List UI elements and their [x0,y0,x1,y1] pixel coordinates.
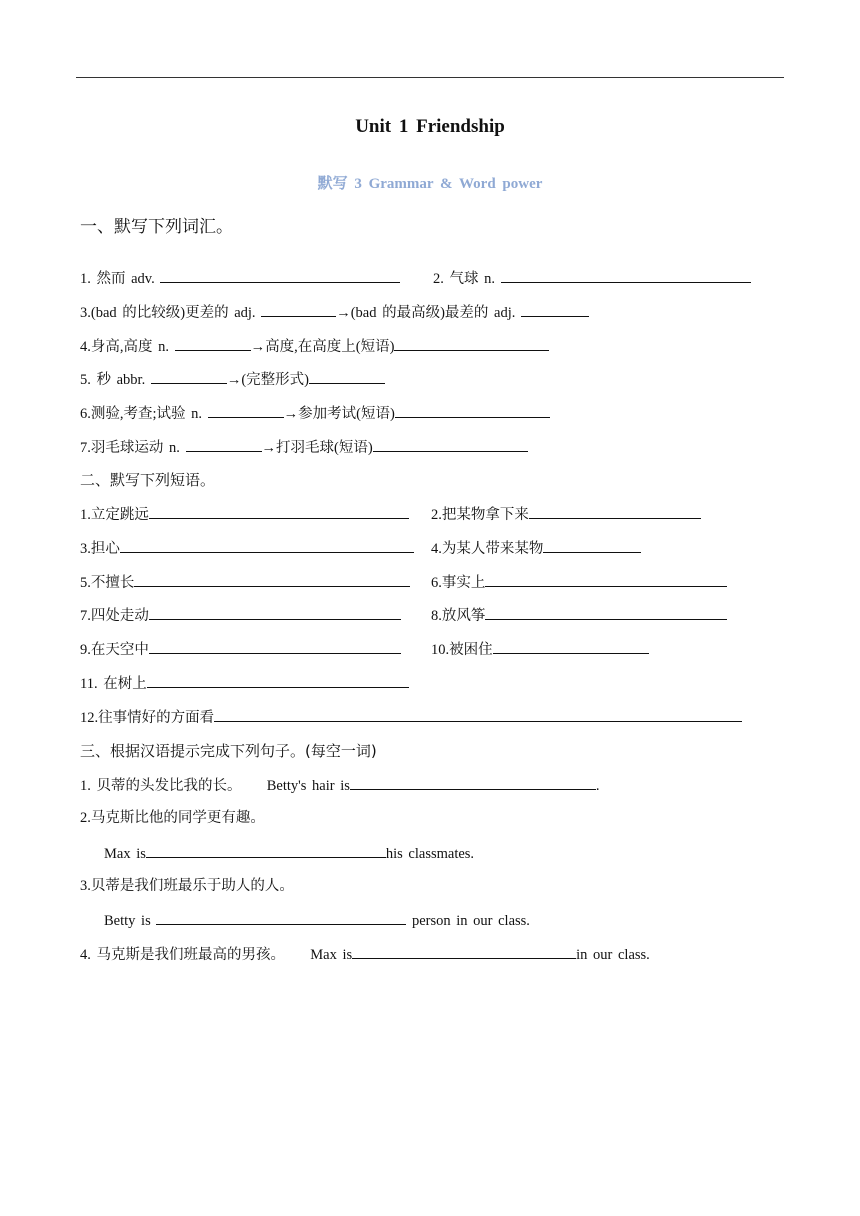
section2-heading: 二、默写下列短语。 [80,471,216,489]
vocab-item-5: 5. 秒 abbr. →(完整形式) [80,368,385,391]
phrase-item-7: 7.四处走动 [80,604,401,627]
sentence-item-2: Max is his classmates. [104,842,474,865]
answer-blank[interactable] [151,368,227,384]
vocab-item-1: 1. 然而 adv. [80,267,400,290]
answer-blank[interactable] [493,638,649,654]
phrase-item-8: 8.放风筝 [431,604,727,627]
answer-blank[interactable] [208,402,284,418]
answer-blank[interactable] [485,571,727,587]
answer-blank[interactable] [394,335,549,351]
answer-blank[interactable] [395,402,550,418]
answer-blank[interactable] [309,368,385,384]
phrase-item-6: 6.事实上 [431,571,727,594]
answer-blank[interactable] [543,537,641,553]
answer-blank[interactable] [501,267,751,283]
phrase-item-1: 1.立定跳远 [80,503,409,526]
answer-blank[interactable] [350,774,596,790]
answer-blank[interactable] [160,267,400,283]
sentence-item-4: 4. 马克斯是我们班最高的男孩。 Max is in our class. [80,943,650,966]
phrase-item-2: 2.把某物拿下来 [431,503,701,526]
answer-blank[interactable] [149,604,401,620]
page-subtitle: 默写 3 Grammar & Word power [317,176,543,192]
sentence-item-3: Betty is person in our class. [104,909,530,932]
phrase-item-9: 9.在天空中 [80,638,401,661]
phrase-item-3: 3.担心 [80,537,414,560]
vocab-item-4: 4.身高,高度 n. →高度,在高度上(短语) [80,335,549,358]
section1-heading: 一、默写下列词汇。 [80,217,233,237]
answer-blank[interactable] [521,301,589,317]
phrase-item-11: 11. 在树上 [80,672,409,695]
phrase-item-10: 10.被困住 [431,638,649,661]
answer-blank[interactable] [214,706,742,722]
answer-blank[interactable] [373,436,528,452]
answer-blank[interactable] [175,335,251,351]
vocab-item-2: 2. 气球 n. [433,267,751,290]
section3-heading: 三、根据汉语提示完成下列句子。(每空一词) [80,742,377,760]
vocab-item-6: 6.测验,考查;试验 n. →参加考试(短语) [80,402,550,425]
answer-blank[interactable] [261,301,336,317]
phrase-item-12: 12.往事情好的方面看 [80,706,742,729]
answer-blank[interactable] [485,604,727,620]
phrase-item-5: 5.不擅长 [80,571,410,594]
vocab-item-3: 3.(bad 的比较级)更差的 adj. →(bad 的最高级)最差的 adj. [80,301,589,324]
sentence-item-3-prompt: 3.贝蒂是我们班最乐于助人的人。 [80,878,294,894]
phrase-item-4: 4.为某人带来某物 [431,537,641,560]
answer-blank[interactable] [134,571,410,587]
answer-blank[interactable] [186,436,262,452]
answer-blank[interactable] [529,503,701,519]
sentence-item-2-prompt: 2.马克斯比他的同学更有趣。 [80,810,265,826]
answer-blank[interactable] [149,638,401,654]
header-rule [76,77,784,78]
page-title: Unit 1 Friendship [355,116,505,137]
answer-blank[interactable] [352,943,576,959]
answer-blank[interactable] [146,842,386,858]
answer-blank[interactable] [156,909,406,925]
answer-blank[interactable] [147,672,409,688]
vocab-item-7: 7.羽毛球运动 n. →打羽毛球(短语) [80,436,528,459]
sentence-item-1: 1. 贝蒂的头发比我的长。 Betty's hair is . [80,774,600,797]
answer-blank[interactable] [120,537,414,553]
answer-blank[interactable] [149,503,409,519]
